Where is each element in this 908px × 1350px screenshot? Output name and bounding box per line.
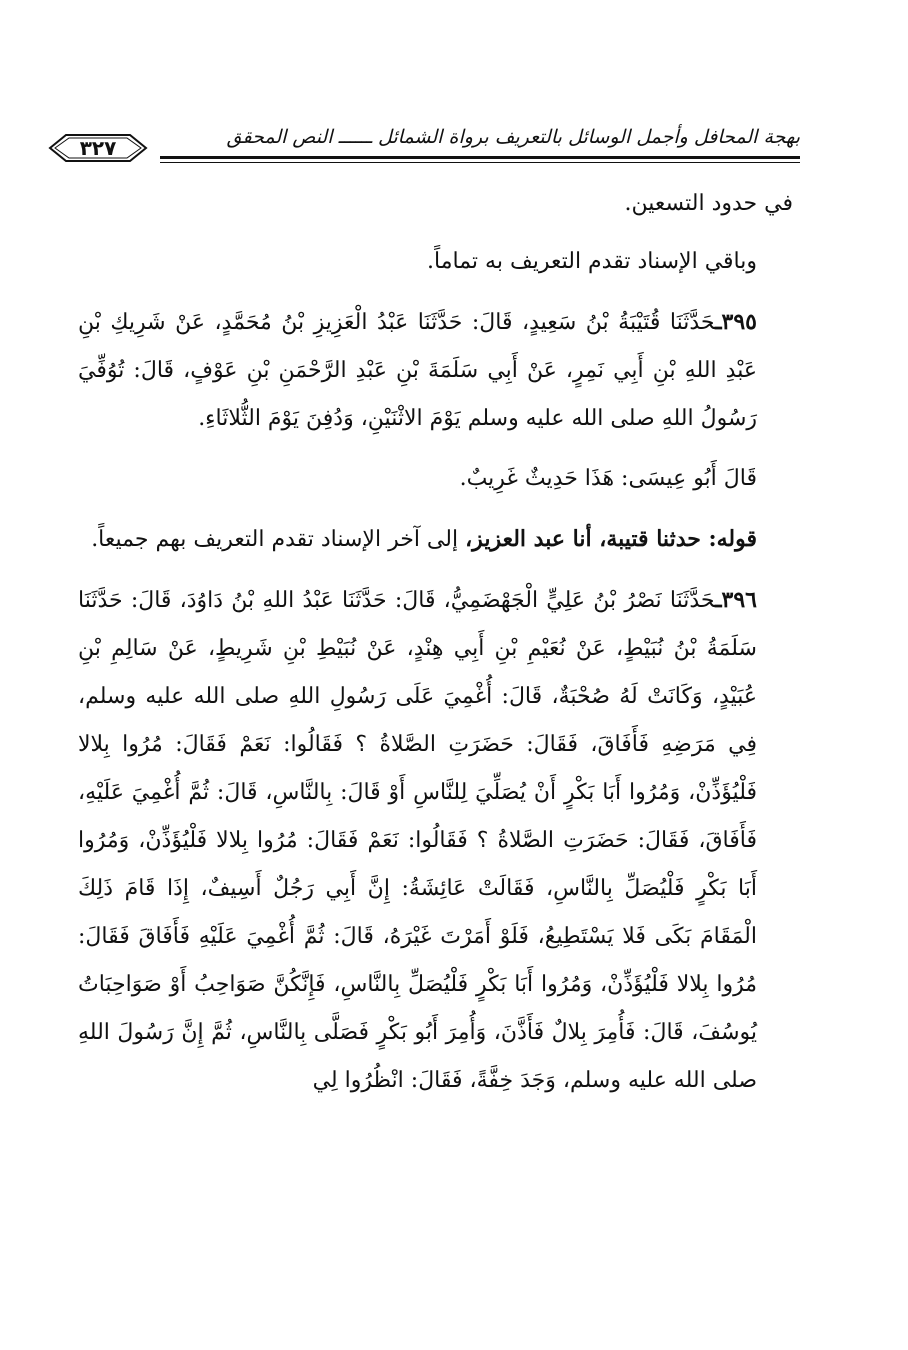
commentary-text: إلى آخر الإسناد تقدم التعريف بهم جميعاً. xyxy=(91,527,459,552)
page-number: ٣٢٧ xyxy=(79,136,117,160)
header-rule xyxy=(160,156,800,159)
paragraph-era: في حدود التسعين. xyxy=(624,191,793,216)
hadith-396 xyxy=(78,576,793,1105)
hadith-395 xyxy=(78,298,793,443)
running-title: بهجة المحافل وأجمل الوسائل بالتعريف برواة الشمائل ــــــ النص المحقق xyxy=(226,126,800,148)
paragraph-grading: قَالَ أَبُو عِيسَى: هَذَا حَدِيثٌ غَرِيبٌ. xyxy=(459,466,757,491)
paragraph-commentary xyxy=(78,515,793,564)
hadith-text: حَدَّثَنَا قُتَيْبَةُ بْنُ سَعِيدٍ، قَالَ: حَدَّثَنَا عَبْدُ الْعَزِيزِ بْنُ مُحَمَّدٍ، عَنْ شَرِيكِ بْنِ عَبْدِ اللهِ بْنِ أَبِي نَمِرٍ، عَنْ أَبِي سَلَمَةَ بْنِ عَبْدِ الرَّحْمَنِ بْنِ عَوْفٍ، قَالَ: تُوُفِّيَ رَسُولُ اللهِ صلى الله عليه وسلم يَوْمَ الاثْنَيْنِ، وَدُفِنَ يَوْمَ الثُّلاثَاءِ. xyxy=(78,310,757,431)
header-rule-thin xyxy=(160,162,800,163)
page-number-badge xyxy=(48,132,148,164)
hadith-number: ٣٩٦ـ xyxy=(715,587,757,613)
commentary-lemma: قوله: حدثنا قتيبة، أنا عبد العزيز، xyxy=(465,526,757,552)
hadith-number: ٣٩٥ـ xyxy=(715,309,757,335)
page-body xyxy=(78,180,793,1117)
running-header xyxy=(40,118,800,168)
paragraph-isnad-note: وباقي الإسناد تقدم التعريف به تماماً. xyxy=(427,249,757,274)
hadith-text: حَدَّثَنَا نَصْرُ بْنُ عَلِيٍّ الْجَهْضَمِيُّ، قَالَ: حَدَّثَنَا عَبْدُ اللهِ بْنُ دَاوُدَ، قَالَ: حَدَّثَنَا سَلَمَةُ بْنُ نُبَيْطٍ، عَنْ نُعَيْمِ بْنِ أَبِي هِنْدٍ، عَنْ نُبَيْطِ بْنِ شَرِيطٍ، عَنْ سَالِمِ بْنِ عُبَيْدٍ، وَكَانَتْ لَهُ صُحْبَةٌ، قَالَ: أُغْمِيَ عَلَى رَسُولِ اللهِ صلى الله عليه وسلم، فِي مَرَضِهِ فَأَفَاقَ، فَقَالَ: حَضَرَتِ الصَّلاةُ ؟ فَقَالُوا: نَعَمْ فَقَالَ: مُرُوا بِلالا فَلْيُؤَذِّنْ، وَمُرُوا أَبَا بَكْرٍ أَنْ يُصَلِّيَ لِلنَّاسِ أَوْ قَالَ: بِالنَّاسِ، قَالَ: ثُمَّ أُغْمِيَ عَلَيْهِ، فَأَفَاقَ، فَقَالَ: حَضَرَتِ الصَّلاةُ ؟ فَقَالُوا: نَعَمْ فَقَالَ: مُرُوا بِلالا فَلْيُؤَذِّنْ، وَمُرُوا أَبَا بَكْرٍ فَلْيُصَلِّ بِالنَّاسِ، فَقَالَتْ عَائِشَةُ: إِنَّ أَبِي رَجُلٌ أَسِيفٌ، إِذَا قَامَ ذَلِكَ الْمَقَامَ بَكَى فَلا يَسْتَطِيعُ، فَلَوْ أَمَرْتَ غَيْرَهُ، قَالَ: ثُمَّ أُغْمِيَ عَلَيْهِ فَأَفَاقَ فَقَالَ: مُرُوا بِلالا فَلْيُؤَذِّنْ، وَمُرُوا أَبَا بَكْرٍ فَلْيُصَلِّ بِالنَّاسِ، فَإِنَّكُنَّ صَوَاحِبُ أَوْ صَوَاحِبَاتُ يُوسُفَ، قَالَ: فَأُمِرَ بِلالٌ فَأَذَّنَ، وَأُمِرَ أَبُو بَكْرٍ فَصَلَّى بِالنَّاسِ، ثُمَّ إِنَّ رَسُولَ اللهِ صلى الله عليه وسلم، وَجَدَ خِفَّةً، فَقَالَ: انْظُرُوا لِي xyxy=(78,588,757,1093)
